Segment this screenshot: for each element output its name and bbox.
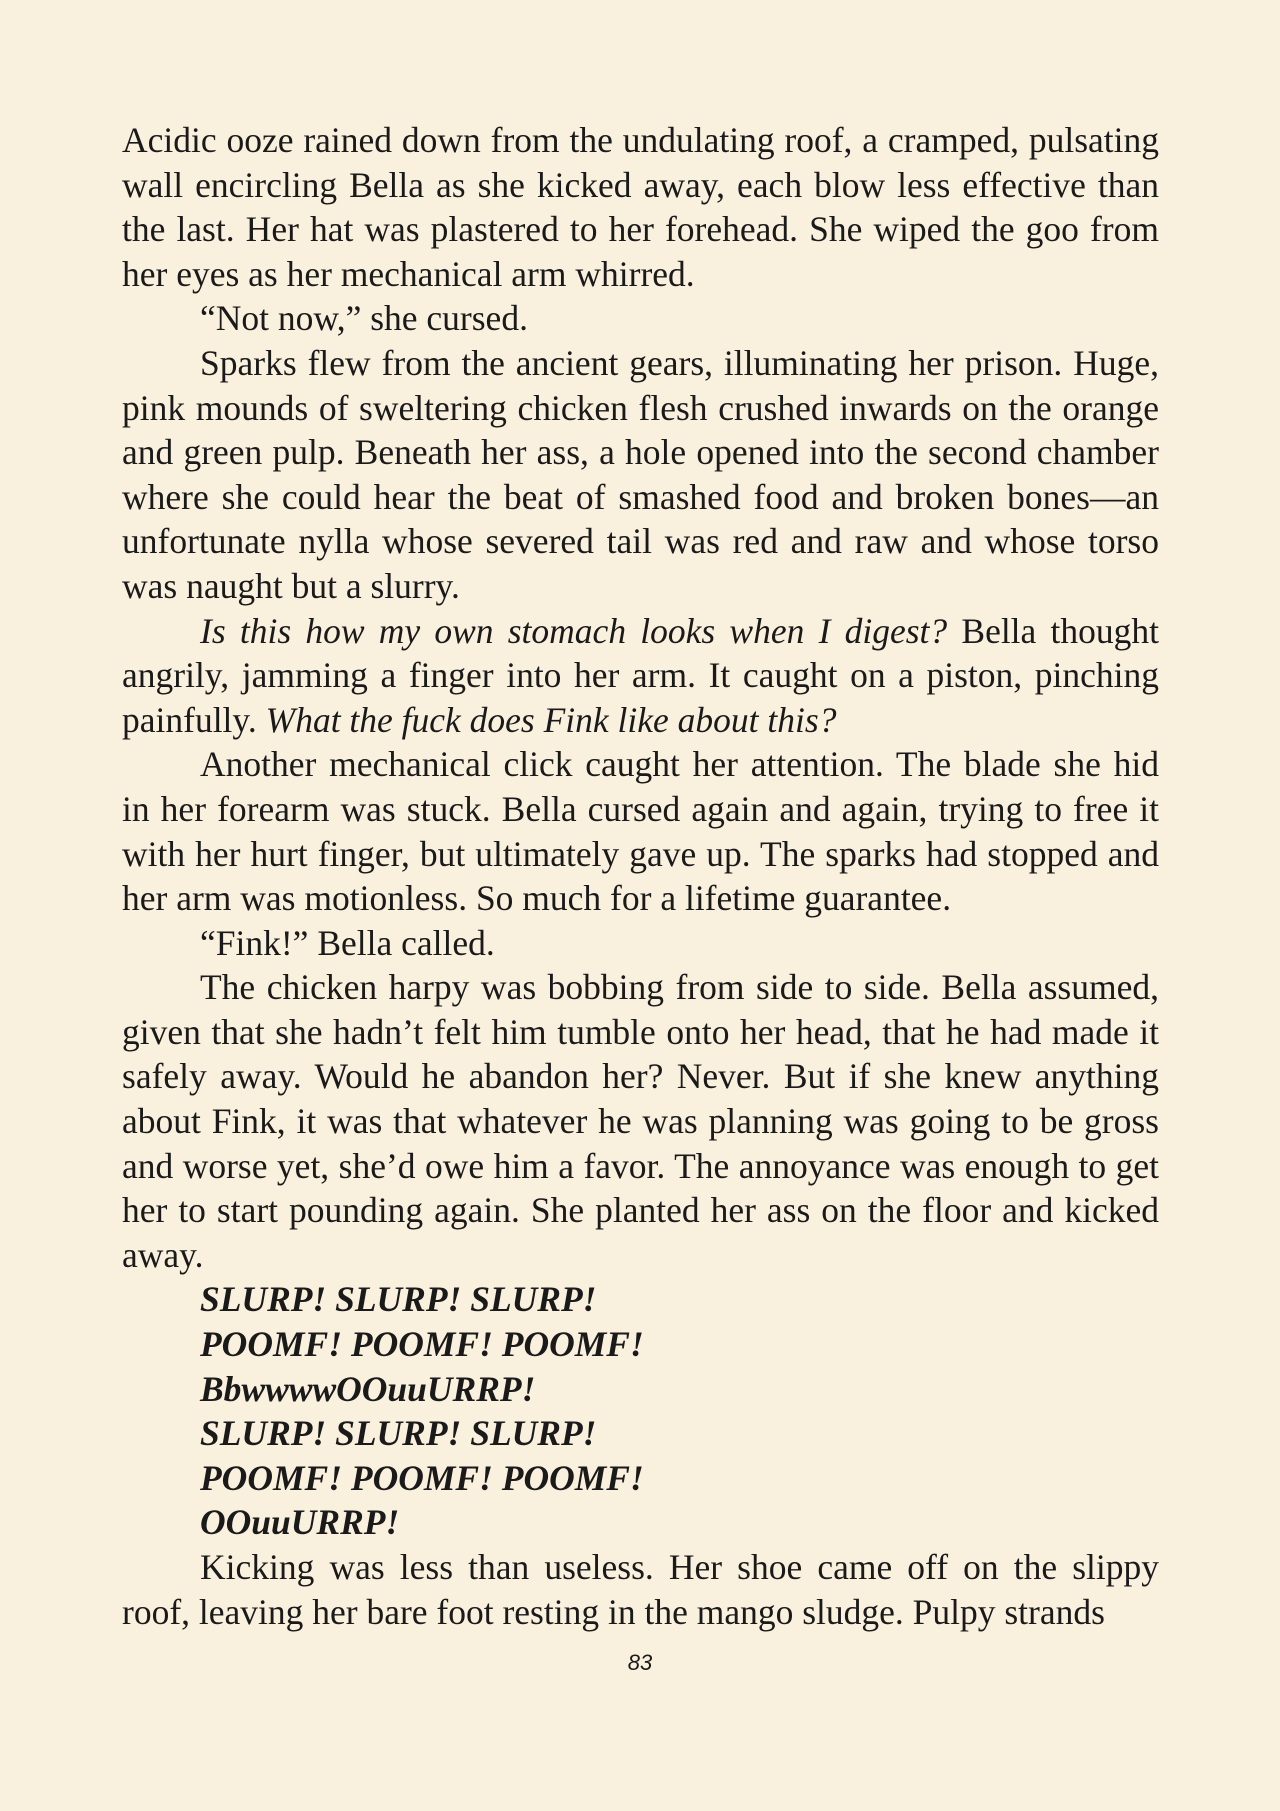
paragraph-3: Sparks flew from the ancient gears, illuminating her prison. Huge, pink mounds of sweltering chicken flesh crushed inwards on the orange and green pulp. Beneath her ass, a hole opened into the second chamber where she could hear the beat of smashed food and broken bones—an unfortunate nylla whose severed tail was red and raw and whose torso was naught but a slurry. [122, 342, 1159, 606]
paragraph-7: The chicken harpy was bobbing from side to side. Bella assumed, given that she hadn’t felt him tumble onto her head, that he had made it safely away. Would he abandon her? Never. But if she knew anything about Fink, it was that whatever he was planning was going to be gross and worse yet, she’d owe him a favor. The annoyance was enough to get her to start pounding again. She planted her ass on the floor and kicked away. [122, 967, 1159, 1275]
page-body [122, 118, 1159, 1634]
inner-thought-2: What the fuck does Fink like about this? [265, 699, 837, 740]
sound-effect-line: POOMF! POOMF! POOMF! [200, 1457, 644, 1498]
inner-thought-1: Is this how my own stomach looks when I digest? [200, 610, 948, 651]
paragraph-8: Kicking was less than useless. Her shoe came off on the slippy roof, leaving her bare foot resting in the mango sludge. Pulpy strands [122, 1547, 1159, 1632]
paragraph-2: “Not now,” she cursed. [200, 298, 528, 339]
sound-effect-line: SLURP! SLURP! SLURP! [200, 1413, 597, 1454]
page-number: 83 [627, 1650, 653, 1675]
sound-effect-line: OOuuURRP! [200, 1502, 400, 1543]
paragraph-1: Acidic ooze rained down from the undulating roof, a cramped, pulsating wall encircling Bella as she kicked away, each blow less effective than the last. Her hat was plastered to her forehead. She wiped the goo from her eyes as her mechanical arm whirred. [122, 120, 1159, 294]
sound-effect-line: POOMF! POOMF! POOMF! [200, 1324, 644, 1365]
paragraph-4 [122, 609, 1159, 743]
sound-effect-line: BbwwwwOOuuURRP! [200, 1368, 536, 1409]
paragraph-4-text: Bella thought angrily, jamming a finger into her arm. It caught on a piston, pinching painfully. [122, 610, 1159, 740]
sound-effect-line: SLURP! SLURP! SLURP! [200, 1279, 597, 1320]
paragraph-6: “Fink!” Bella called. [200, 922, 495, 963]
paragraph-5: Another mechanical click caught her attention. The blade she hid in her forearm was stuck. Bella cursed again and again, trying to free it with her hurt finger, but ultimately gave up. The sparks had stopped and her arm was motionless. So much for a lifetime guarantee. [122, 744, 1159, 919]
